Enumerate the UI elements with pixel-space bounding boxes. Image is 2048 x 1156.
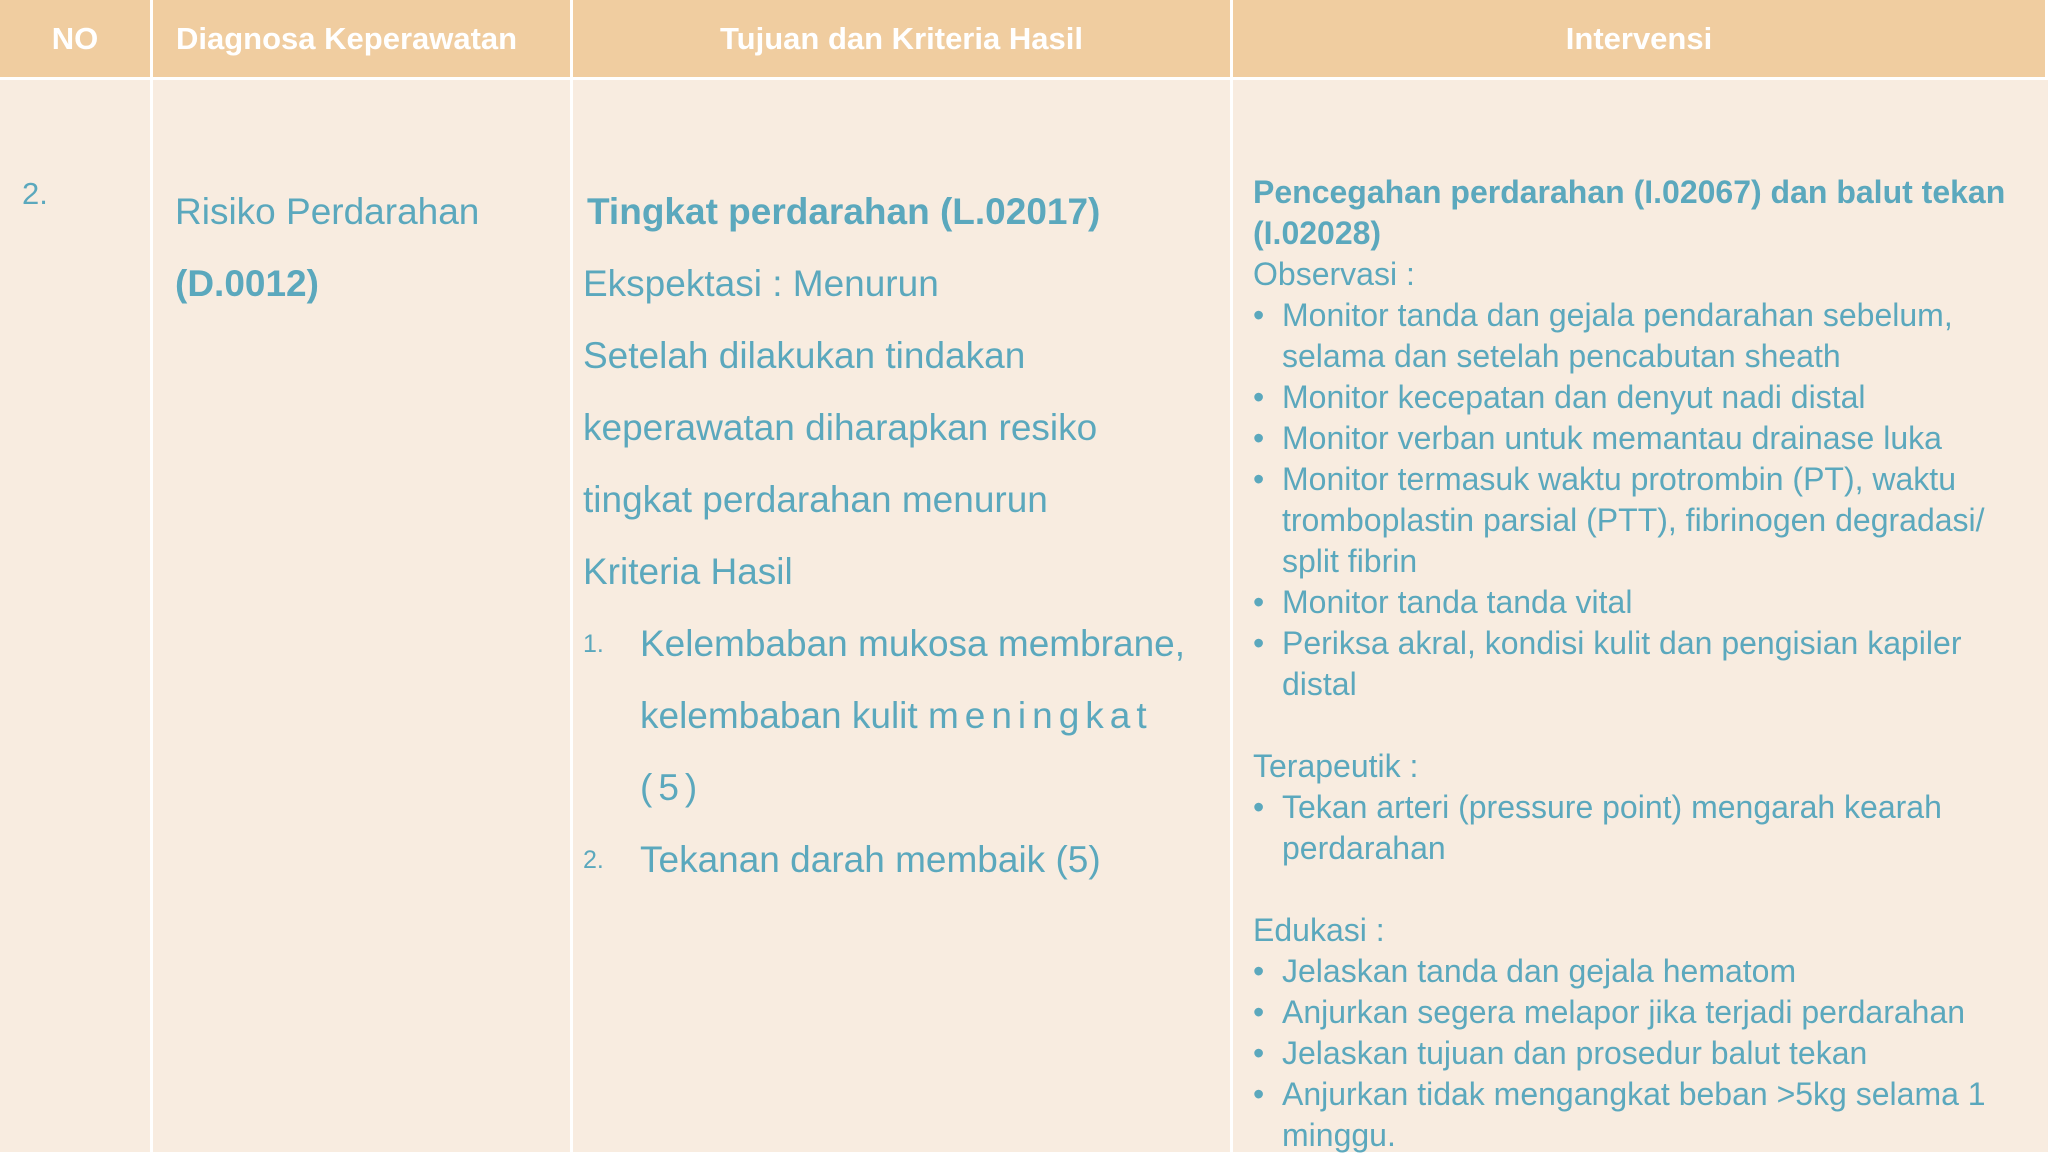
tujuan-desc-line: tingkat perdarahan menurun [583, 479, 1048, 520]
tujuan-title: Tingkat perdarahan (L.02017) [587, 191, 1101, 232]
spacer [1253, 705, 2033, 746]
header-intervensi: Intervensi [1233, 0, 2048, 80]
kriteria-line: (5) [640, 767, 704, 808]
cell-tujuan [573, 80, 1233, 1152]
tujuan-text [583, 176, 1223, 896]
kriteria-number: 2. [583, 846, 604, 874]
kriteria-number: 1. [583, 630, 604, 658]
observasi-item: • Monitor tanda dan gejala pendarahan sebelum, selama dan setelah pencabutan sheath [1253, 295, 2033, 377]
diagnosa-text [175, 176, 479, 320]
tujuan-desc-line: keperawatan diharapkan resiko [583, 407, 1098, 448]
observasi-label: Observasi : [1253, 256, 1415, 292]
diagnosa-code: (D.0012) [175, 263, 319, 304]
diagnosa-name: Risiko Perdarahan [175, 191, 480, 232]
observasi-list [1253, 295, 2033, 705]
terapeutik-list [1253, 787, 2033, 869]
spacer [1253, 869, 2033, 910]
kriteria-line: Kelembaban mukosa membrane, [640, 623, 1186, 664]
tujuan-ekspektasi: Ekspektasi : Menurun [583, 263, 939, 304]
kriteria-line-part: kelembaban kulit [640, 695, 928, 736]
cell-intervensi [1233, 80, 2048, 1152]
edukasi-item: • Anjurkan segera melapor jika terjadi perdarahan [1253, 992, 2033, 1033]
kriteria-item [583, 608, 1223, 824]
header-tujuan: Tujuan dan Kriteria Hasil [573, 0, 1233, 80]
header-no: NO [0, 0, 153, 80]
observasi-item: • Monitor verban untuk memantau drainase luka [1253, 418, 2033, 459]
intervensi-text [1253, 172, 2033, 1156]
cell-no [0, 80, 153, 1152]
kriteria-line: Tekanan darah membaik (5) [640, 839, 1101, 880]
cell-diagnosa [153, 80, 573, 1152]
terapeutik-item: • Tekan arteri (pressure point) mengarah kearah perdarahan [1253, 787, 2033, 869]
header-diagnosa: Diagnosa Keperawatan [153, 0, 573, 80]
kriteria-label: Kriteria Hasil [583, 551, 793, 592]
row-number: 2. [22, 176, 48, 211]
kriteria-spaced-word: meningkat [927, 695, 1153, 736]
kriteria-line [640, 680, 1223, 752]
edukasi-item: • Jelaskan tanda dan gejala hematom [1253, 951, 2033, 992]
observasi-item: • Monitor kecepatan dan denyut nadi distal [1253, 377, 2033, 418]
intervensi-title: Pencegahan perdarahan (I.02067) dan balut tekan (I.02028) [1253, 174, 2006, 251]
observasi-item: • Monitor tanda tanda vital [1253, 582, 2033, 623]
observasi-item: • Monitor termasuk waktu protrombin (PT), waktu tromboplastin parsial (PTT), fibrinogen degradasi/ split fibrin [1253, 459, 2033, 582]
observasi-item: • Periksa akral, kondisi kulit dan pengisian kapiler distal [1253, 623, 2033, 705]
kriteria-item [583, 824, 1223, 896]
edukasi-item: • Jelaskan tujuan dan prosedur balut tekan [1253, 1033, 2033, 1074]
edukasi-label: Edukasi : [1253, 912, 1385, 948]
terapeutik-label: Terapeutik : [1253, 748, 1419, 784]
tujuan-desc-line: Setelah dilakukan tindakan [583, 335, 1026, 376]
edukasi-item: • Anjurkan tidak mengangkat beban >5kg selama 1 minggu. [1253, 1074, 2033, 1156]
edukasi-list [1253, 951, 2033, 1156]
kriteria-list [583, 608, 1223, 896]
